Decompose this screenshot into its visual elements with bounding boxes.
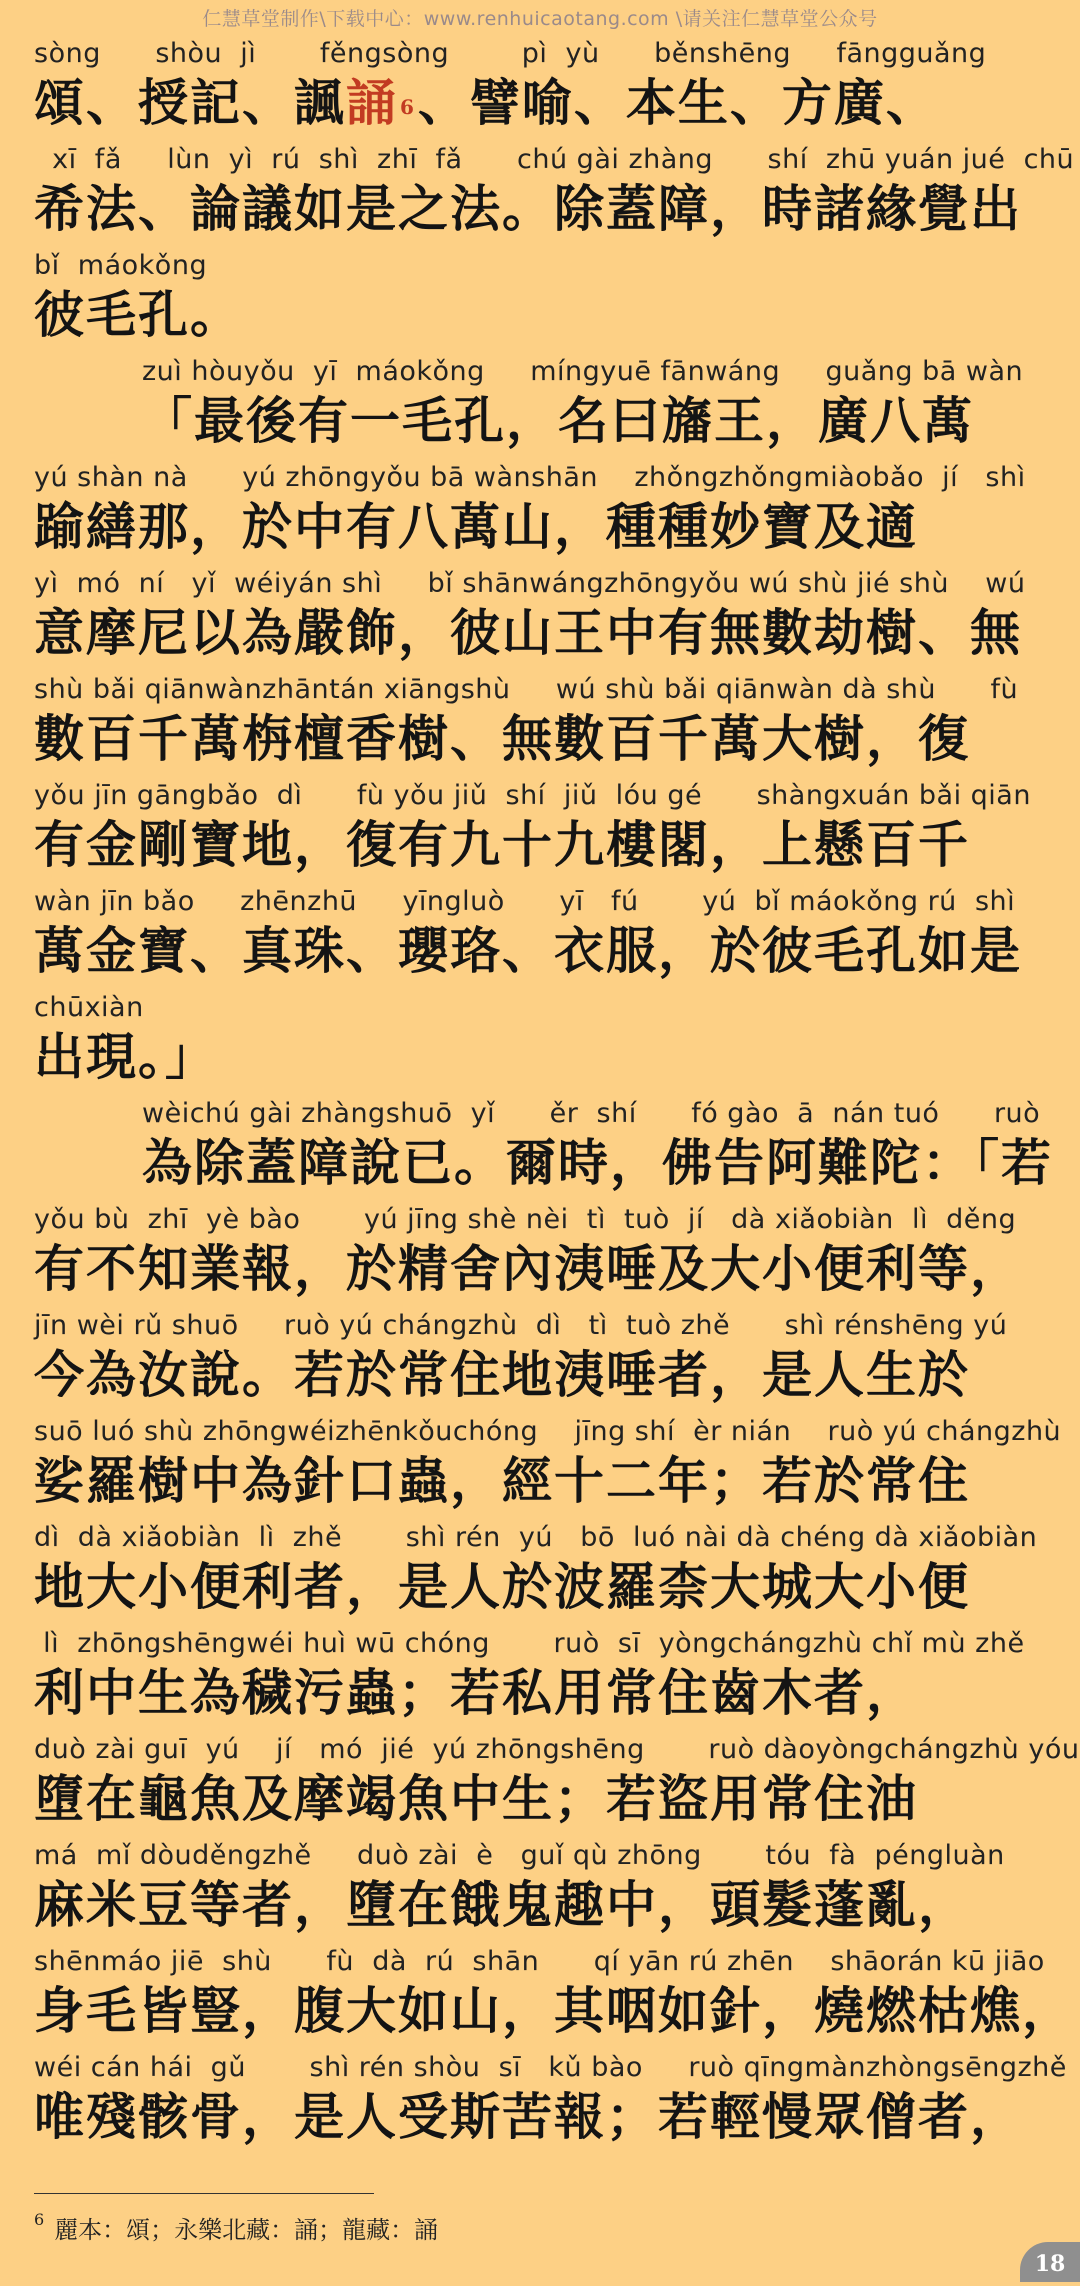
pinyin-line: chūxiàn xyxy=(34,992,144,1023)
verse-line xyxy=(34,1732,1080,1838)
scripture-body xyxy=(34,36,1080,2156)
hanzi-line: 踰繕那，於中有八萬山，種種妙寶及適 xyxy=(34,497,918,556)
pinyin-line: jīn wèi rǔ shuō ruò yú chángzhù dì tì tuò zhě shì rénshēng yú xyxy=(34,1310,1008,1341)
verse-line xyxy=(34,566,1048,672)
pinyin-line: yú shàn nà yú zhōngyǒu bā wànshān zhǒngzhǒngmiàobǎo jí shì xyxy=(34,462,1026,493)
pinyin-line: má mǐ dòuděngzhě duò zài è guǐ qù zhōng tóu fà péngluàn xyxy=(34,1840,1005,1871)
verse-line xyxy=(34,354,1048,460)
verse-line xyxy=(34,1944,1074,2050)
verse-line xyxy=(34,884,1048,990)
hanzi-line: 彼毛孔。 xyxy=(34,285,242,344)
footnote-marker[interactable]: 6 xyxy=(400,95,416,119)
verse-line xyxy=(34,1520,1048,1626)
hanzi-line: 墮在龜魚及摩竭魚中生；若盜用常住油 xyxy=(34,1769,918,1828)
pinyin-line: yì mó ní yǐ wéiyán shì bǐ shānwángzhōngyǒu wú shù jié shù wú xyxy=(34,568,1026,599)
page-number-badge: 18 xyxy=(1020,2242,1080,2282)
pinyin-line: wèichú gài zhàngshuō yǐ ěr shí fó gào ā nán tuó ruò xyxy=(142,1098,1041,1129)
hanzi-line: 萬金寶、真珠、瓔珞、衣服，於彼毛孔如是 xyxy=(34,921,1022,980)
hanzi-line: 今為汝說。若於常住地洟唾者，是人生於 xyxy=(34,1345,970,1404)
pinyin-line: shēnmáo jiē shù fù dà rú shān qí yān rú zhēn shāorán kū jiāo xyxy=(34,1946,1045,1977)
hanzi-line: 有不知業報，於精舍內洟唾及大小便利等， xyxy=(34,1239,1022,1298)
hanzi-line: 有金剛寶地，復有九十九樓閣，上懸百千 xyxy=(34,815,970,874)
verse-line xyxy=(34,778,1048,884)
hanzi-line: 地大小便利者，是人於波羅柰大城大小便 xyxy=(34,1557,970,1616)
footnote-number: 6 xyxy=(34,2210,45,2229)
footnote-rule xyxy=(34,2193,374,2194)
pinyin-line: suō luó shù zhōngwéizhēnkǒuchóng jīng shí èr nián ruò yú chángzhù xyxy=(34,1416,1062,1447)
pinyin-line: yǒu jīn gāngbǎo dì fù yǒu jiǔ shí jiǔ lóu gé shàngxuán bǎi qiān xyxy=(34,780,1031,811)
verse-line xyxy=(34,1414,1062,1520)
pinyin-line: xī fǎ lùn yì rú shì zhī fǎ chú gài zhàng shí zhū yuán jué chū xyxy=(34,144,1075,175)
hanzi-line: 出現。」 xyxy=(34,1027,217,1086)
pinyin-line: yǒu bù zhī yè bào yú jīng shè nèi tì tuò jí dà xiǎobiàn lì děng xyxy=(34,1204,1017,1235)
hanzi-line: 為除蓋障說已。爾時，佛告阿難陀：「若 xyxy=(142,1133,1053,1192)
verse-line xyxy=(34,1096,1053,1202)
hanzi-line: 身毛皆豎，腹大如山，其咽如針，燒燃枯燋， xyxy=(34,1981,1074,2040)
hanzi-line: 意摩尼以為嚴飾，彼山王中有無數劫樹、無 xyxy=(34,603,1022,662)
pinyin-line: lì zhōngshēngwéi huì wū chóng ruò sī yòngchángzhù chǐ mù zhě xyxy=(34,1628,1025,1659)
pinyin-line: shù bǎi qiānwànzhāntán xiāngshù wú shù bǎi qiānwàn dà shù fù xyxy=(34,674,1019,705)
pinyin-line: bǐ máokǒng xyxy=(34,250,208,281)
verse-line xyxy=(34,672,1048,778)
pinyin-line: zuì hòuyǒu yī máokǒng míngyuē fānwáng guǎng bā wàn xyxy=(142,356,1024,387)
hanzi-segment: 、譬喻、本生、方廣、 xyxy=(417,73,938,132)
pinyin-line: duò zài guī yú jí mó jié yú zhōngshēng ruò dàoyòngchángzhù yóu xyxy=(34,1734,1080,1765)
hanzi-line: 唯殘骸骨，是人受斯苦報；若輕慢眾僧者， xyxy=(34,2087,1022,2146)
verse-line xyxy=(34,142,1075,248)
hanzi-line: 麻米豆等者，墮在餓鬼趣中，頭髮蓬亂， xyxy=(34,1875,970,1934)
verse-line xyxy=(34,248,1048,354)
pinyin-line: sòng shòu jì fěngsòng pì yù běnshēng fāngguǎng xyxy=(34,38,987,69)
hanzi-line: 希法、論議如是之法。除蓋障，時諸緣覺出 xyxy=(34,179,1022,238)
hanzi-line xyxy=(34,72,1048,138)
hanzi-segment: 頌、授記、諷 xyxy=(34,73,346,132)
verse-line xyxy=(34,2050,1067,2156)
hanzi-line: 利中生為穢污蟲；若私用常住齒木者， xyxy=(34,1663,918,1722)
hanzi-line: 數百千萬栴檀香樹、無數百千萬大樹，復 xyxy=(34,709,970,768)
footnote xyxy=(34,2210,438,2245)
verse-line xyxy=(34,1626,1048,1732)
verse-line xyxy=(34,990,1048,1096)
hanzi-line: 「最後有一毛孔，名曰旛王，廣八萬 xyxy=(142,391,974,450)
page-header: 仁慧草堂制作\下载中心：www.renhuicaotang.com \请关注仁慧草堂公众号 xyxy=(202,8,878,30)
verse-line xyxy=(34,1838,1048,1944)
pinyin-line: dì dà xiǎobiàn lì zhě shì rén yú bō luó nài dà chéng dà xiǎobiàn xyxy=(34,1522,1038,1553)
hanzi-line: 娑羅樹中為針口蟲，經十二年；若於常住 xyxy=(34,1451,970,1510)
verse-line xyxy=(34,1202,1048,1308)
footnote-text: 麗本：頌；永樂北藏：誦；龍藏：誦 xyxy=(54,2216,439,2244)
verse-line xyxy=(34,36,1048,142)
verse-line xyxy=(34,1308,1048,1414)
variant-character: 誦 xyxy=(346,73,398,132)
verse-line xyxy=(34,460,1048,566)
pinyin-line: wàn jīn bǎo zhēnzhū yīngluò yī fú yú bǐ máokǒng rú shì xyxy=(34,886,1016,917)
pinyin-line: wéi cán hái gǔ shì rén shòu sī kǔ bào ruò qīngmànzhòngsēngzhě xyxy=(34,2052,1067,2083)
